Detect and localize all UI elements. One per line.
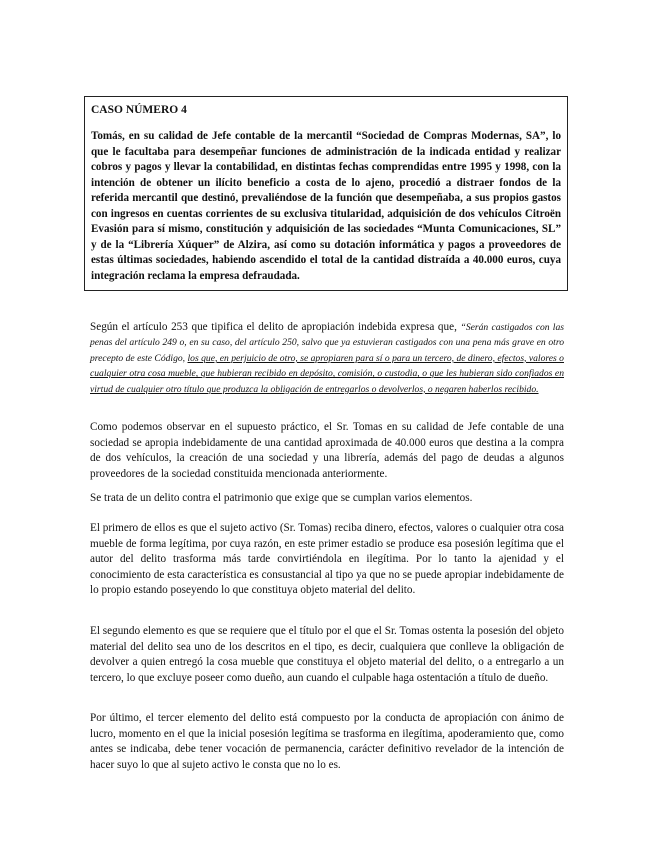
paragraph-third-element: Por último, el tercer elemento del delito está compuesto por la conducta de apropiación con ánimo de lucro, momento en el que la inicial posesión legítima se trasforma en ilegítima, apoderamiento que, como antes se indicaba, debe tener vocación de permanencia, carácter definitivo revelador de la intención de hacer suyo lo que al sujeto activo le consta que no lo es. bbox=[90, 712, 564, 771]
case-statement: Tomás, en su calidad de Jefe contable de la mercantil “Sociedad de Compras Modernas, SA”, lo que le facultaba para desempeñar funciones de administración de la indicada entidad y realizar cobros y pagos y llevar la contabilidad, en distintas fechas comprendidas entre 1995 y 1998, con la intención de obtener un ilícito beneficio a costa de lo ajeno, procedió a distraer fondos de la referida mercantil que destinó, prevaliéndose de la función que desempeñaba, a sus propios gastos con ingresos en cuentas corrientes de su exclusiva titularidad, adquisición de dos vehículos Citroën Evasión para sí mismo, constitución y adquisición de las sociedades “Munta Comunicaciones, SL” y de la “Librería Xúquer” de Alzira, así como su dotación informática y pagos a proveedores de estas últimas sociedades, habiendo ascendido el total de la cantidad distraída a 40.000 euros, cuya integración reclama la empresa defraudada. bbox=[91, 130, 561, 282]
article-quote: “Serán castigados con las penas del artículo 249 o, en su caso, del artículo 250, salvo que ya estuvieran castigados con una pena más grave en otro precepto de este Código, bbox=[90, 322, 564, 364]
paragraph-second-element: El segundo elemento es que se requiere que el título por el que el Sr. Tomas ostenta la posesión del objeto material del delito sea uno de los descritos en el tipo, es decir, cualquiera que conlleve la obligación de devolver a quien entregó la cosa mueble que constituya el objeto material del delito, o a entregarlo a un tercero, lo que excluye poseer como dueño, aun cuando el culpable haga ostentación a título de dueño. bbox=[90, 625, 564, 684]
paragraph-elements-intro: Se trata de un delito contra el patrimonio que exige que se cumplan varios elementos. bbox=[90, 492, 473, 504]
case-box bbox=[84, 96, 568, 291]
paragraph-article-253 bbox=[90, 320, 564, 397]
case-title: CASO NÚMERO 4 bbox=[91, 104, 187, 116]
paragraph-observation: Como podemos observar en el supuesto práctico, el Sr. Tomas en su calidad de Jefe contable de una sociedad se apropia indebidamente de una cantidad aproximada de 40.000 euros que destina a la compra de dos vehículos, la creación de una sociedad y una librería, además del pago de deudas a algunos proveedores de la sociedad constituida mencionada anteriormente. bbox=[90, 421, 564, 480]
paragraph-first-element: El primero de ellos es que el sujeto activo (Sr. Tomas) reciba dinero, efectos, valores o cualquier otra cosa mueble de forma legítima, por cuya razón, en este primer estadio se produce esa posesión legítima que el autor del delito trasforma más tarde convirtiéndola en ilegítima. Por lo tanto la ajenidad y el conocimiento de esta característica es consustancial al tipo ya que no se puede apropiar indebidamente de lo propio estando poseyendo lo que constituya objeto material del delito. bbox=[90, 522, 565, 597]
article-intro: Según el artículo 253 que tipifica el delito de apropiación indebida expresa que, bbox=[90, 321, 461, 333]
article-quote-underlined: los que, en perjuicio de otro, se apropiaren para sí o para un tercero, de dinero, efectos, valores o cualquier otra cosa mueble, que hubieran recibido en depósito, comisión, o custodia, o que les hubieran sido confiados en virtud de cualquier otro título que produzca la obligación de entregarlos o devolverlos, o negaren haberlos recibido. bbox=[90, 352, 564, 395]
